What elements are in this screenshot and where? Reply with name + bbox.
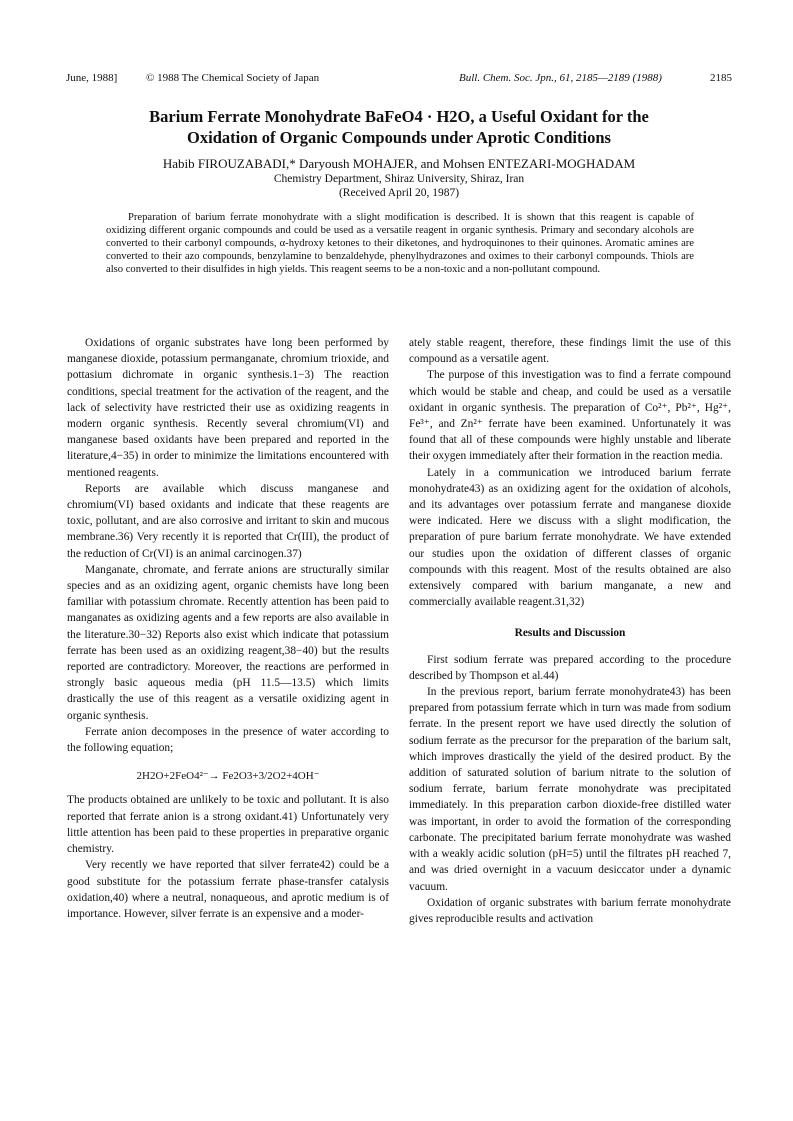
title-line-1: Barium Ferrate Monohydrate BaFeO4 · H2O, a Useful Oxidant for the bbox=[149, 107, 649, 126]
page-number: 2185 bbox=[710, 72, 732, 84]
ferrate-decomposition-equation: 2H2O+2FeO4²⁻→ Fe2O3+3/2O2+4OH⁻ bbox=[136, 770, 320, 783]
journal-citation: Bull. Chem. Soc. Jpn., 61, 2185—2189 (1988) bbox=[459, 72, 662, 84]
body-paragraph: Very recently we have reported that silver ferrate42) could be a good substitute for the potassium ferrate phase-transfer catalysis oxidation,40) where a neutral, nonaqueous, and aprotic medium is of importance. However, silver ferrate is an expensive and a moder- bbox=[67, 859, 389, 920]
affiliation: Chemistry Department, Shiraz University, Shiraz, Iran bbox=[273, 173, 525, 185]
author-list: Habib FIROUZABADI,* Daryoush MOHAJER, and Mohsen ENTEZARI-MOGHADAM bbox=[162, 156, 636, 171]
body-paragraph: First sodium ferrate was prepared according to the procedure described by Thompson et al.44) bbox=[409, 653, 731, 682]
body-paragraph: Ferrate anion decomposes in the presence of water according to the following equation; bbox=[67, 725, 389, 755]
body-paragraph: Reports are available which discuss manganese and chromium(VI) based oxidants and indicate that these reagents are toxic, pollutant, and are also corrosive and irritant to skin and mucous membrane.36) Very recently it is reported that Cr(III), the product of the reduction of Cr(VI) is an animal carcinogen.37) bbox=[67, 482, 389, 560]
body-paragraph: The purpose of this investigation was to find a ferrate compound which would be stable and cheap, and could be used as a versatile oxidant in organic synthesis. The preparation of Co²⁺, Pb²⁺, Hg²⁺, Fe³⁺, and Zn²⁺ ferrate have been examined. Unfortunately it was found that all of these compounds were highly unstable and liberate their oxygen immediately after their formation in the reaction media. bbox=[409, 369, 731, 463]
issue-date: June, 1988] bbox=[66, 72, 118, 84]
running-header bbox=[66, 72, 732, 86]
article-title bbox=[66, 106, 732, 148]
body-paragraph: Oxidations of organic substrates have long been performed by manganese dioxide, potassium permanganate, chromium trioxide, and pottasium dichromate in organic synthesis.1−3) The reaction conditions, special treatment for the activation of the reagent, and the lack of selectivity have restricted their use as oxidizing reagents in modern organic synthesis. Recently several chromium(VI) and manganese based oxidants have been prepared and reported in the literature,4−35) in order to minimize the limitations encountered with mentioned reagents. bbox=[67, 337, 389, 479]
body-paragraph: ately stable reagent, therefore, these findings limit the use of this compound as a versatile agent. bbox=[409, 337, 731, 366]
copyright-notice: © 1988 The Chemical Society of Japan bbox=[146, 72, 320, 84]
body-paragraph: Lately in a communication we introduced barium ferrate monohydrate43) as an oxidizing agent for the oxidation of alcohols, and its advantages over potassium ferrate and manganese dioxide were indicated. Here we discuss with a slight modification, the preparation of pure barium ferrate monohydrate. We have extended our studies upon the oxidation of different classes of organic compounds with this reagent. Most of the results obtained are also extensively compared with barium manganate, a new and commercially available reagent.31,32) bbox=[409, 466, 731, 609]
body-paragraph: Oxidation of organic substrates with barium ferrate monohydrate gives reproducible results and activation bbox=[409, 896, 731, 925]
received-date: (Received April 20, 1987) bbox=[338, 187, 460, 199]
body-paragraph: The products obtained are unlikely to be toxic and pollutant. It is also reported that ferrate anion is a strong oxidant.41) Unfortunately very little attention has been paid to these properties in preparative organic chemistry. bbox=[67, 794, 389, 856]
left-column bbox=[67, 335, 389, 922]
abstract: Preparation of barium ferrate monohydrate with a slight modification is described. It is shown that this reagent is capable of oxidizing different organic compounds and could be used as a versatile reagent in organic synthesis. Primary and secondary alcohols are converted to their carbonyl compounds, α-hydroxy ketones to their diketones, and hydroquinones to their quinones. Aromatic amines are converted to their azo compounds, benzylamine to benzaldehyde, phenylhydrazones and oximes to their carbonyl compounds. Thiols are also converted to their disulfides in high yields. This reagent seems to be a non-toxic and a non-pollutant compound. bbox=[106, 212, 694, 276]
right-column bbox=[409, 335, 731, 927]
section-heading: Results and Discussion bbox=[514, 627, 626, 640]
title-line-2: Oxidation of Organic Compounds under Aprotic Conditions bbox=[187, 128, 611, 147]
body-paragraph: Manganate, chromate, and ferrate anions are structurally similar species and as an oxidizing agent, organic chemists have long been familiar with potassium chromate. Recently attention has been paid to manganates as oxidizing agents and a few reports are also available in the literature.30−32) Reports also exist which indicate that potassium ferrate has been used as an oxidizing reagent,38−40) but the results reported are contradictory. Moreover, the reactions are performed in strongly basic aqueous media (pH 11.5—13.5) which limits drastically the use of this reagent as a versatile oxidizing agent in organic synthesis. bbox=[67, 563, 389, 722]
body-paragraph: In the previous report, barium ferrate monohydrate43) has been prepared from potassium ferrate which in turn was made from sodium ferrate. In the present report we have used directly the solution of sodium ferrate as the precursor for the preparation of the barium salt, which improves drastically the yield of the desired product. By the addition of saturated solution of barium nitrate to the solution of sodium ferrate, barium ferrate monohydrate was precipitated immediately. In this preparation carbon dioxide-free distilled water was important, in order to avoid the formation of the corresponding carbonate. The precipitated barium ferrate monohydrate was washed with a weakly acidic solution (pH=5) until the filtrates pH reached 7, and was dried overnight in a vacuum desiccator under a dynamic vacuum. bbox=[409, 686, 731, 893]
